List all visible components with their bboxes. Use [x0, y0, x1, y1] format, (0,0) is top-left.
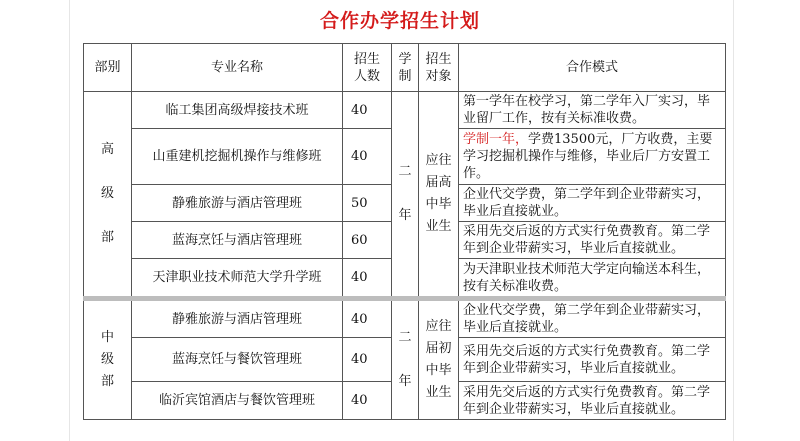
table-row: [84, 299, 726, 338]
major-name: 临沂宾馆酒店与餐饮管理班: [132, 382, 343, 420]
coop-mode: 学制一年，学费13500元，厂方收费，主要学习挖掘机操作与维修，毕业后厂方安置工作。: [459, 129, 726, 185]
target-senior: 应往 届高 中毕 业生: [419, 92, 459, 299]
coop-mode: 为天津职业技术师范大学定向输送本科生，按有关标准收费。: [459, 259, 726, 299]
dept-senior: 高 级 部: [84, 92, 132, 299]
major-name: 静雅旅游与酒店管理班: [132, 185, 343, 222]
enroll-count: 50: [343, 185, 392, 222]
header-major: 专业名称: [132, 44, 343, 92]
enroll-count: 40: [343, 338, 392, 382]
mode-highlight: 学制一年，: [463, 132, 529, 147]
coop-mode: 企业代交学费，第二学年到企业带薪实习，毕业后直接就业。: [459, 185, 726, 222]
coop-mode: 第一学年在校学习，第二学年入厂实习，毕业留厂工作，按有关标准收费。: [459, 92, 726, 129]
major-name: 静雅旅游与酒店管理班: [132, 299, 343, 338]
header-target: 招生 对象: [419, 44, 459, 92]
page-title: 合作办学招生计划: [319, 10, 480, 32]
system-senior: 二 年: [392, 92, 419, 299]
coop-mode: 采用先交后返的方式实行免费教育。第二学年到企业带薪实习，毕业后直接就业。: [459, 222, 726, 259]
header-mode: 合作模式: [459, 44, 726, 92]
enroll-count: 60: [343, 222, 392, 259]
header-enroll: 招生 人数: [343, 44, 392, 92]
major-name: 山重建机挖掘机操作与维修班: [132, 129, 343, 185]
major-name: 临工集团高级焊接技术班: [132, 92, 343, 129]
major-name: 蓝海烹饪与餐饮管理班: [132, 338, 343, 382]
enroll-count: 40: [343, 129, 392, 185]
table-header-row: [84, 44, 726, 92]
major-name: 天津职业技术师范大学升学班: [132, 259, 343, 299]
coop-mode: 企业代交学费，第二学年到企业带薪实习，毕业后直接就业。: [459, 299, 726, 338]
enroll-count: 40: [343, 259, 392, 299]
header-dept: 部别: [84, 44, 132, 92]
enroll-count: 40: [343, 92, 392, 129]
coop-mode: 采用先交后返的方式实行免费教育。第二学年到企业带薪实习，毕业后直接就业。: [459, 338, 726, 382]
enroll-count: 40: [343, 299, 392, 338]
enrollment-plan-table: [83, 43, 726, 420]
coop-mode: 采用先交后返的方式实行免费教育。第二学年到企业带薪实习，毕业后直接就业。: [459, 382, 726, 420]
target-middle: 应往 届初 中毕 业生: [419, 299, 459, 420]
enroll-count: 40: [343, 382, 392, 420]
header-system: 学 制: [392, 44, 419, 92]
dept-middle: 中 级 部: [84, 299, 132, 420]
major-name: 蓝海烹饪与酒店管理班: [132, 222, 343, 259]
system-middle: 二 年: [392, 299, 419, 420]
table-row: [84, 92, 726, 129]
